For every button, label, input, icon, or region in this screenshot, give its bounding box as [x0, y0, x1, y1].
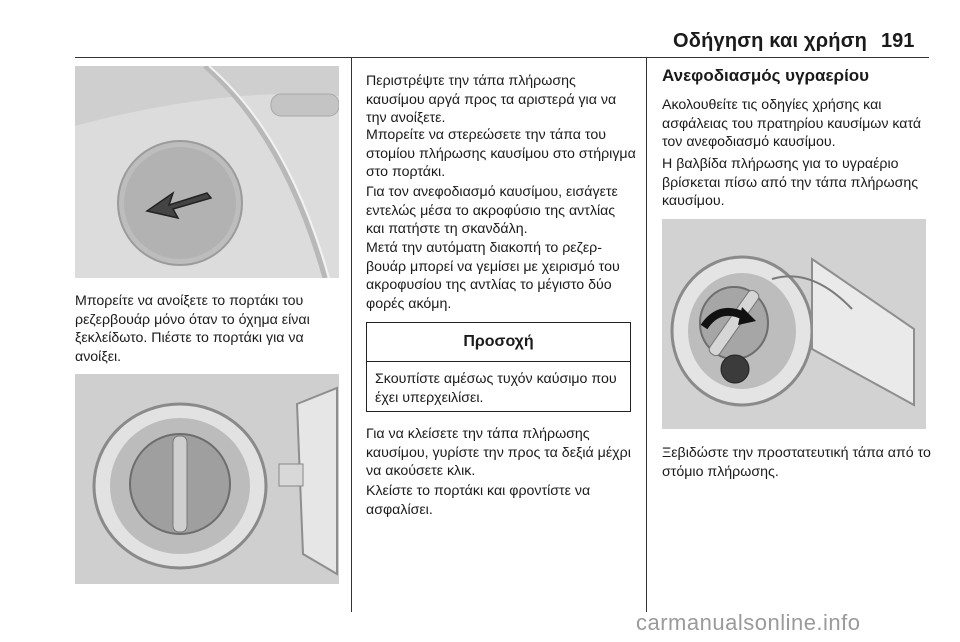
page-header — [0, 0, 960, 56]
paragraph-close-door: Κλείστε το πορτάκι και φροντίστε να ασφαλίσει. — [366, 483, 591, 518]
paragraph-after-shutoff: Μετά την αυτόματη διακοπή το ρεζερβουάρ μπορεί να γεμίσει με χειρισμό του ακροφυσίου της αντλίας το μέγιστο δύο φορές ακόμη. — [366, 240, 620, 312]
caution-box — [366, 322, 631, 412]
column-divider-right — [646, 58, 647, 612]
figure-fuel-door-closed — [75, 66, 339, 278]
figure-fuel-cap-open — [75, 374, 339, 584]
header-divider — [75, 57, 929, 58]
paragraph-lpg-valve: Η βαλβίδα πλήρωσης για το υγραέριο βρίσκεται πίσω από την τάπα πλήρωσης καυσίμου. — [662, 156, 919, 209]
paragraph-open-cap: Περιστρέψτε την τάπα πλήρωσης καυσίμου αργά προς τα αριστερά για να την ανοίξετε. — [366, 73, 617, 126]
caution-text: Σκουπίστε αμέσως τυχόν καύσιμο που έχει υπερχειλίσει. — [375, 371, 617, 406]
caption-fuel-door: Μπορείτε να ανοίξετε το πορτάκι του ρεζερβουάρ μόνο όταν το όχημα είναι ξεκλείδωτο. Πιέστε το πορτάκι για να ανοίξει. — [75, 293, 310, 365]
paragraph-attach-cap: Μπορείτε να στερεώσετε την τάπα του στομίου πλήρωσης καυσίμου στο στήριγμα στο πορτάκι. — [366, 127, 636, 180]
caution-title: Προσοχή — [367, 323, 630, 362]
paragraph-close-cap: Για να κλείσετε την τάπα πλήρωσης καυσίμου, γυρίστε την προς τα δεξιά μέχρι να ακούσετε κλικ. — [366, 426, 631, 479]
paragraph-lpg-instructions: Ακολουθείτε τις οδηγίες χρήσης και ασφάλειας του πρατηρίου καυσίμων κατά τον ανεφοδιασμό καυσίμου. — [662, 97, 922, 150]
watermark: carmanualsonline.info — [636, 610, 861, 635]
page-number: 191 — [881, 30, 915, 52]
figure-lpg-valve — [662, 219, 926, 429]
section-heading-lpg: Ανεφοδιασμός υγραερίου — [662, 66, 870, 85]
section-title: Οδήγηση και χρήση — [673, 30, 867, 52]
caption-unscrew-cap: Ξεβιδώστε την προστατευτική τάπα από το στόμιο πλήρωσης. — [662, 445, 931, 480]
column-divider-left — [351, 58, 352, 612]
paragraph-insert-nozzle: Για τον ανεφοδιασμό καυσίμου, εισάγετε εντελώς μέσα το ακροφύσιο της αντλίας και πατήστε τη σκανδάλη. — [366, 184, 618, 237]
